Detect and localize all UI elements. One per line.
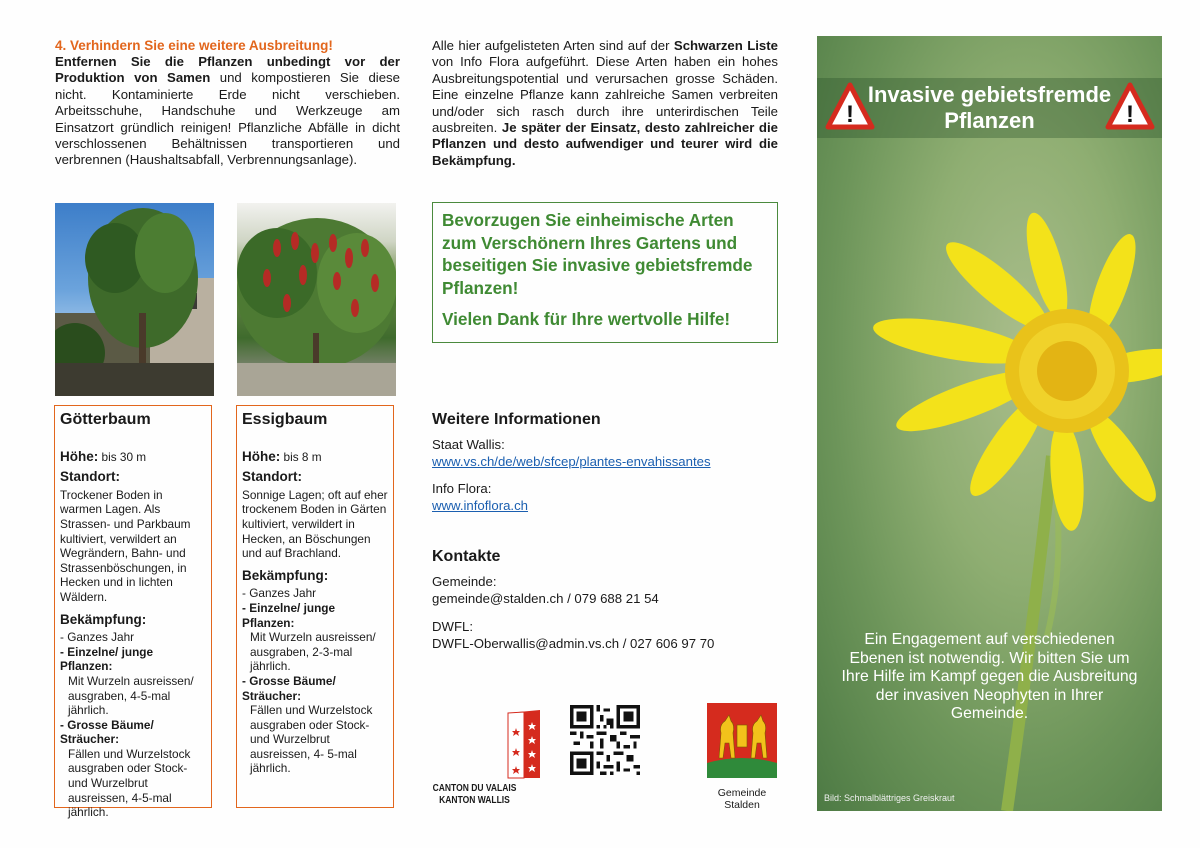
info-heading: Weitere Informationen xyxy=(432,411,601,428)
height-label: Höhe: xyxy=(60,448,99,464)
stalden-line: Gemeinde xyxy=(717,787,767,799)
flora-link[interactable]: www.infoflora.ch xyxy=(432,498,529,513)
goetterbaum-photo xyxy=(55,203,214,396)
flora-label: Info Flora: xyxy=(432,481,492,496)
bek-item-text: Fällen und Wurzelstock ausgraben oder Stock- und Wurzelbrut ausreissen, 4- 5-mal jährlich. xyxy=(250,703,373,776)
cover-panel xyxy=(817,36,1162,811)
standort-text: Trockener Boden in warmen Lagen. Als Strassen- und Parkbaum kultiviert, verwildert an Wegrändern, Bahn- und Strassenböschungen, in Hecken und in lichten Wäldern. xyxy=(60,487,191,604)
stalden-line: Stalden xyxy=(724,799,760,811)
standort-label: Standort: xyxy=(60,469,120,485)
card-title: Götterbaum xyxy=(60,411,151,428)
stalden-crest-icon xyxy=(707,703,777,783)
canton-line: CANTON DU VALAIS xyxy=(432,783,517,794)
gemeinde-label: Gemeinde: xyxy=(432,574,497,589)
warning-mark: ! xyxy=(846,101,854,128)
essigbaum-photo xyxy=(237,203,396,396)
bek-item-text: Mit Wurzeln ausreissen/ ausgraben, 2-3-mal jährlich. xyxy=(250,630,376,674)
height-label: Höhe: xyxy=(242,448,281,464)
essigbaum-card xyxy=(236,405,394,808)
thanks-text: Vielen Dank für Ihre wertvolle Hilfe! xyxy=(442,309,731,329)
staat-label: Staat Wallis: xyxy=(432,437,505,452)
card-title: Essigbaum xyxy=(242,411,328,428)
appeal-text: Bevorzugen Sie einheimische Arten zum Verschönern Ihres Gartens und beseitigen Sie invasive gebietsfremde Pflanzen! xyxy=(442,210,753,298)
canton-line: KANTON WALLIS xyxy=(439,795,510,806)
dwfl-contact: DWFL-Oberwallis@admin.vs.ch / 027 606 97 70 xyxy=(432,636,715,651)
body-text: und kompostieren Sie diese nicht. Kontaminierte Erde nicht verschieben. Arbeitsschuhe, Handschuhe und Werkzeuge am Einsatzort gründlich reinigen! Pflanzliche Abfälle in dicht verschlossenen Behältnissen transportieren und verbrennen (Haushaltsabfall, Verbrennungsanlage). xyxy=(55,70,400,168)
canton-flag-icon xyxy=(498,708,543,785)
goetterbaum-card xyxy=(54,405,212,820)
image-caption: Bild: Schmalblättriges Greiskraut xyxy=(824,793,955,803)
intro-text xyxy=(432,38,778,169)
intro-bold: Je später der Einsatz, desto zahlreicher die Pflanzen und desto aufwendiger und teurer wird die Bekämpfung. xyxy=(432,120,778,168)
bekaempfung-label: Bekämpfung: xyxy=(242,567,329,583)
bek-item-text: Fällen und Wurzelstock ausgraben oder Stock- und Wurzelbrut ausreissen, 4-5-mal jährlich. xyxy=(68,746,191,820)
section-heading: 4. Verhindern Sie eine weitere Ausbreitung! xyxy=(55,38,333,53)
bek-item-text: Mit Wurzeln ausreissen/ ausgraben, 4-5-mal jährlich. xyxy=(68,673,194,718)
height-value: bis 8 m xyxy=(280,449,322,464)
intro-part: Alle hier aufgelisteten Arten sind auf der xyxy=(432,38,674,53)
bek-item-title: - Grosse Bäume/ Sträucher: xyxy=(60,717,154,747)
staat-link[interactable]: www.vs.ch/de/web/sfcep/plantes-envahissantes xyxy=(432,454,711,469)
cover-title-line: Pflanzen xyxy=(944,108,1035,133)
body-bold: Entfernen Sie die Pflanzen unbedingt vor der Produktion von Samen xyxy=(55,54,400,86)
bek-item-title: - Grosse Bäume/ Sträucher: xyxy=(242,673,336,703)
kontakte-heading: Kontakte xyxy=(432,548,501,565)
bek-item: - Ganzes Jahr xyxy=(242,586,317,601)
bekaempfung-label: Bekämpfung: xyxy=(60,611,147,627)
warning-mark: ! xyxy=(1126,101,1134,128)
cover-appeal-text: Ein Engagement auf verschiedenen Ebenen ist notwendig. Wir bitten Sie um Ihre Hilfe im Kampf gegen die Ausbreitung der invasiven Neophyten in Ihrer Gemeinde. xyxy=(841,631,1138,722)
bek-item: - Ganzes Jahr xyxy=(60,630,135,645)
dwfl-label: DWFL: xyxy=(432,619,474,634)
intro-bold: Schwarzen Liste xyxy=(673,38,778,53)
height-value: bis 30 m xyxy=(98,449,147,464)
warning-triangle-icon xyxy=(825,82,875,135)
intro-part: von Info Flora aufgeführt. Diese Arten haben ein hohes Ausbreitungspotential und verursachen grosse Schäden. Eine einzelne Pflanze kann zahlreiche Samen verbreiten und/oder sich rasch durch ihre unterirdischen Teile ausbreiten. xyxy=(432,54,778,136)
stalden-name xyxy=(700,787,784,811)
gemeinde-contact: gemeinde@stalden.ch / 079 688 21 54 xyxy=(432,591,659,606)
bek-item-title: - Einzelne/ junge Pflanzen: xyxy=(60,644,154,674)
standort-label: Standort: xyxy=(242,469,302,485)
standort-text: Sonnige Lagen; oft auf eher trockenem Boden in Gärten kultiviert, verwildert in Hecken, an Böschungen und auf Brachland. xyxy=(242,487,388,561)
cover-title-line: Invasive gebietsfremde xyxy=(867,82,1112,107)
bek-item-title: - Einzelne/ junge Pflanzen: xyxy=(242,600,336,630)
warning-triangle-icon xyxy=(1105,82,1155,135)
section-body xyxy=(55,54,400,169)
canton-name xyxy=(432,783,517,807)
qr-code[interactable] xyxy=(570,705,640,780)
appeal-box xyxy=(432,202,778,343)
